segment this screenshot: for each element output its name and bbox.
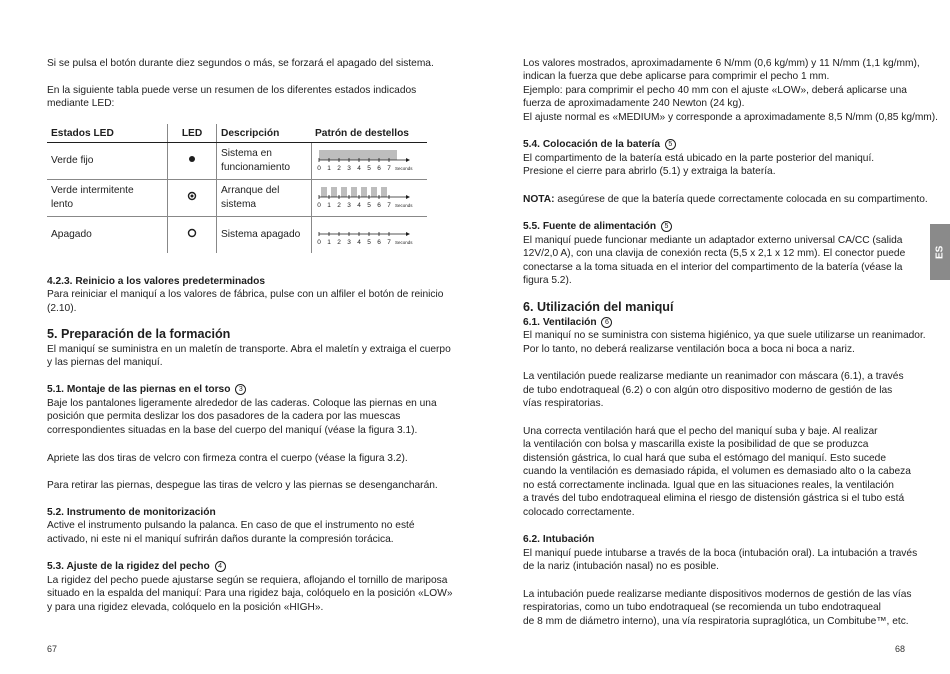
paragraph-reset: Para reiniciar el maniquí a los valores de fábrica, pulse con un alfiler el botón de reinicio (47, 289, 444, 300)
paragraph-rigidity-3: y para una rigidez elevada, colóquelo en la posición «HIGH». (47, 602, 324, 613)
paragraph-correct-1: Una correcta ventilación hará que el pecho del maniquí suba y baje. Al realizar (523, 426, 878, 437)
blink-pattern-pulses (316, 183, 416, 209)
pattern-tick-label: 4 (356, 164, 361, 172)
figure-number-badge: 5 (661, 221, 672, 232)
description-label: Sistema en (221, 148, 272, 160)
pattern-tick-label: 0 (316, 238, 321, 246)
figure-number-badge: 4 (215, 561, 226, 572)
column-header-state: Estados LED (47, 124, 168, 143)
paragraph-values-1: Los valores mostrados, aproximadamente 6 N/mm (0,6 kg/mm) y 11 N/mm (1,1 kg/mm), (523, 58, 920, 69)
page-number-left: 67 (47, 644, 58, 654)
pattern-cell (311, 217, 427, 254)
heading-ventilation-text: 6.1. Ventilación (523, 317, 597, 328)
pattern-unit-label: Seconds (394, 202, 413, 208)
paragraph-reset-cont: (2.10). (47, 303, 77, 314)
pattern-tick-label: 1 (326, 238, 331, 246)
pattern-tick-label: 2 (336, 238, 341, 246)
paragraph-legs-3: correspondientes situadas en la base del cuerpo del maniquí (véase la figura 3.1). (47, 425, 418, 436)
table-row (47, 143, 427, 180)
heading-ventilation (523, 316, 612, 330)
paragraph-ventilation-1: El maniquí no se suministra con sistema higiénico, ya que suele utilizarse un reanimador. (523, 330, 926, 341)
paragraph-velcro: Apriete las dos tiras de velcro con firmeza contra el cuerpo (véase la figura 3.2). (47, 453, 408, 464)
pattern-tick-label: 7 (386, 238, 391, 246)
description-label: Arranque del (221, 185, 280, 197)
pattern-tick-label: 0 (316, 164, 321, 172)
pattern-tick-label: 4 (356, 201, 361, 209)
pattern-axis-arrow (406, 232, 410, 236)
pattern-cell (311, 143, 427, 180)
pattern-cell (311, 180, 427, 217)
pattern-tick-label: 1 (326, 164, 331, 172)
pattern-tick-label: 3 (346, 238, 351, 246)
pattern-tick-label: 2 (336, 164, 341, 172)
heading-chest-rigidity (47, 560, 226, 574)
paragraph-correct-6: a través del tubo endotraqueal elimina el riesgo de distensión gástrica si el tubo está (523, 493, 905, 504)
language-side-tab (930, 224, 950, 280)
pattern-tick-label: 6 (376, 164, 381, 172)
paragraph-correct-7: colocado correctamente. (523, 507, 635, 518)
led-state-cell (47, 180, 168, 217)
language-tab-label: ES (934, 245, 946, 259)
pattern-pulse (371, 187, 377, 197)
column-header-description: Descripción (217, 124, 312, 143)
pattern-tick-label: 5 (366, 201, 371, 209)
heading-monitor: 5.2. Instrumento de monitorización (47, 507, 216, 518)
paragraph-table-intro: En la siguiente tabla puede verse un resumen de los diferentes estados indicados (47, 85, 417, 96)
heading-rigidity-text: 5.3. Ajuste de la rigidez del pecho (47, 561, 210, 572)
pattern-pulse (381, 187, 387, 197)
table-header-row (47, 124, 427, 143)
led-indicator-cell (168, 180, 217, 217)
pattern-axis-arrow (406, 195, 410, 199)
paragraph-ventilation-5: vías respiratorias. (523, 398, 604, 409)
paragraph-preparation-cont: y las piernas del maniquí. (47, 357, 163, 368)
paragraph-remove-legs: Para retirar las piernas, despegue las tiras de velcro y las piernas se desengancharán. (47, 480, 438, 491)
paragraph-monitor-1: Active el instrumento pulsando la palanca. En caso de que el instrumento no esté (47, 520, 415, 531)
pattern-tick-label: 3 (346, 201, 351, 209)
paragraph-intubation-5: de 8 mm de diámetro interno), una vía respiratoria supraglótica, un Combitube™, etc. (523, 616, 909, 627)
led-off-icon (186, 227, 198, 239)
led-solid-icon (187, 154, 197, 164)
paragraph-power-3: conectarse a la toma situada en el interior del compartimento de la batería (véase la (523, 262, 903, 273)
paragraph-rigidity-2: situado en la espalda del maniquí: Para una rigidez baja, colóquelo en la posición «LOW» (47, 588, 453, 599)
pattern-tick-label: 1 (326, 201, 331, 209)
heading-legs-mounting (47, 383, 246, 397)
led-state-label-cont: lento (51, 199, 74, 210)
table-row (47, 217, 427, 254)
heading-power-supply (523, 220, 672, 234)
figure-number-badge: 3 (235, 384, 246, 395)
paragraph-battery-1: El compartimento de la batería está ubicado en la parte posterior del maniquí. (523, 153, 875, 164)
note-paragraph (523, 193, 928, 207)
paragraph-rigidity-1: La rigidez del pecho puede ajustarse según se requiera, aflojando el tornillo de mariposa (47, 575, 448, 586)
pattern-tick-label: 5 (366, 164, 371, 172)
description-label-cont: sistema (221, 199, 257, 210)
description-cell (217, 143, 312, 180)
paragraph-values-3: Ejemplo: para comprimir el pecho 40 mm con el ajuste «LOW», deberá aplicarse una (523, 85, 907, 96)
paragraph-values-2: indican la fuerza que debe aplicarse para comprimir el pecho 1 mm. (523, 71, 830, 82)
pattern-tick-label: 7 (386, 164, 391, 172)
paragraph-ventilation-4: de tubo endotraqueal (6.2) o con algún otro dispositivo moderno de gestión de las (523, 385, 893, 396)
paragraph-power-4: figura 5.2). (523, 275, 572, 286)
pattern-tick-label: 5 (366, 238, 371, 246)
pattern-pulse (321, 187, 327, 197)
heading-battery-text: 5.4. Colocación de la batería (523, 139, 661, 150)
paragraph-correct-2: la ventilación con bolsa y mascarilla existe la posibilidad de que se produzca (523, 439, 869, 450)
pattern-pulse (351, 187, 357, 197)
led-state-cell (47, 143, 168, 180)
led-state-label: Apagado (51, 229, 92, 241)
led-state-label: Verde fijo (51, 155, 94, 167)
description-label-cont: funcionamiento (221, 162, 291, 173)
table-row (47, 180, 427, 217)
description-cell (217, 217, 312, 254)
heading-legs-text: 5.1. Montaje de las piernas en el torso (47, 384, 231, 395)
paragraph-table-intro-cont: mediante LED: (47, 98, 115, 109)
column-header-pattern: Patrón de destellos (311, 124, 427, 143)
paragraph-values-5: El ajuste normal es «MEDIUM» y corresponde a aproximadamente 8,5 N/mm (0,85 kg/mm). (523, 112, 939, 123)
paragraph-intubation-2: de la nariz (intubación nasal) no es posible. (523, 561, 719, 572)
paragraph-battery-2: Presione el cierre para abrirlo (5.1) y extraiga la batería. (523, 166, 776, 177)
column-header-led: LED (168, 124, 217, 143)
pattern-tick-label: 4 (356, 238, 361, 246)
pattern-pulse (331, 187, 337, 197)
paragraph-power-2: 12V/2,0 A), con una clavija de conexión recta (5,5 x 2,1 x 12 mm). El conector puede (523, 248, 906, 259)
led-states-table (47, 124, 427, 253)
pattern-tick-label: 6 (376, 238, 381, 246)
pattern-tick-label: 0 (316, 201, 321, 209)
pattern-tick-label: 3 (346, 164, 351, 172)
paragraph-legs-2: posición que permita deslizar los dos pasadores de la cadera por las muescas (47, 411, 401, 422)
led-indicator-cell (168, 143, 217, 180)
pattern-pulse (361, 187, 367, 197)
paragraph-monitor-2: activado, ni este ni el maniquí sufrirán daños durante la compresión torácica. (47, 534, 394, 545)
pattern-pulse (341, 187, 347, 197)
paragraph-ventilation-3: La ventilación puede realizarse mediante un reanimador con máscara (6.1), a través (523, 371, 904, 382)
description-label: Sistema apagado (221, 229, 301, 241)
paragraph-legs-1: Baje los pantalones ligeramente alrededor de las caderas. Coloque las piernas en una (47, 398, 437, 409)
right-page (475, 0, 950, 674)
pattern-axis-arrow (406, 158, 410, 162)
description-cell (217, 180, 312, 217)
heading-reset: 4.2.3. Reinicio a los valores predeterminados (47, 276, 265, 287)
page-number-right: 68 (895, 644, 906, 654)
paragraph-intubation-4: respiratorias, como un tubo endotraqueal (se recomienda un tubo endotraqueal (523, 602, 881, 613)
note-text: asegúrese de que la batería quede correctamente colocada en su compartimento. (554, 194, 928, 205)
paragraph-preparation: El maniquí se suministra en un maletín de transporte. Abra el maletín y extraiga el cuerpo (47, 344, 451, 355)
led-indicator-cell (168, 217, 217, 254)
paragraph-intubation-3: La intubación puede realizarse mediante dispositivos modernos de gestión de las vías (523, 589, 912, 600)
paragraph-correct-4: cuando la ventilación es demasiado rápida, el volumen es demasiado alto o la cabeza (523, 466, 911, 477)
pattern-unit-label: Seconds (394, 165, 413, 171)
led-state-cell (47, 217, 168, 254)
blink-pattern-none (316, 220, 416, 246)
heading-power-text: 5.5. Fuente de alimentación (523, 221, 657, 232)
figure-number-badge: 5 (665, 139, 676, 150)
heading-intubation: 6.2. Intubación (523, 534, 595, 545)
pattern-tick-label: 7 (386, 201, 391, 209)
pattern-tick-label: 6 (376, 201, 381, 209)
heading-battery (523, 138, 676, 152)
paragraph-power-1: El maniquí puede funcionar mediante un adaptador externo universal CA/CC (salida (523, 235, 903, 246)
paragraph-intubation-1: El maniquí puede intubarse a través de la boca (intubación oral). La intubación a través (523, 548, 918, 559)
paragraph-correct-3: distensión gástrica, lo cual hará que suba el estómago del maniquí. Esto sucede (523, 453, 887, 464)
note-label: NOTA: (523, 194, 555, 205)
heading-training-preparation: 5. Preparación de la formación (47, 327, 231, 341)
pattern-unit-label: Seconds (394, 239, 413, 245)
figure-number-badge: 6 (601, 317, 612, 328)
paragraph-correct-5: no está correctamente inclinada. Igual que en las situaciones reales, la ventilación (523, 480, 894, 491)
pattern-tick-label: 2 (336, 201, 341, 209)
paragraph-ventilation-2: Por lo tanto, no deberá realizarse ventilación boca a boca ni boca a nariz. (523, 344, 855, 355)
paragraph-values-4: fuerza de aproximadamente 240 Newton (24 kg). (523, 98, 745, 109)
led-blink-icon (186, 190, 198, 202)
pattern-bar (319, 150, 397, 160)
heading-manikin-use: 6. Utilización del maniquí (523, 300, 674, 314)
led-state-label: Verde intermitente (51, 185, 134, 197)
paragraph-forced-shutdown: Si se pulsa el botón durante diez segundos o más, se forzará el apagado del sistema. (47, 58, 434, 69)
blink-pattern-continuous (316, 146, 416, 172)
